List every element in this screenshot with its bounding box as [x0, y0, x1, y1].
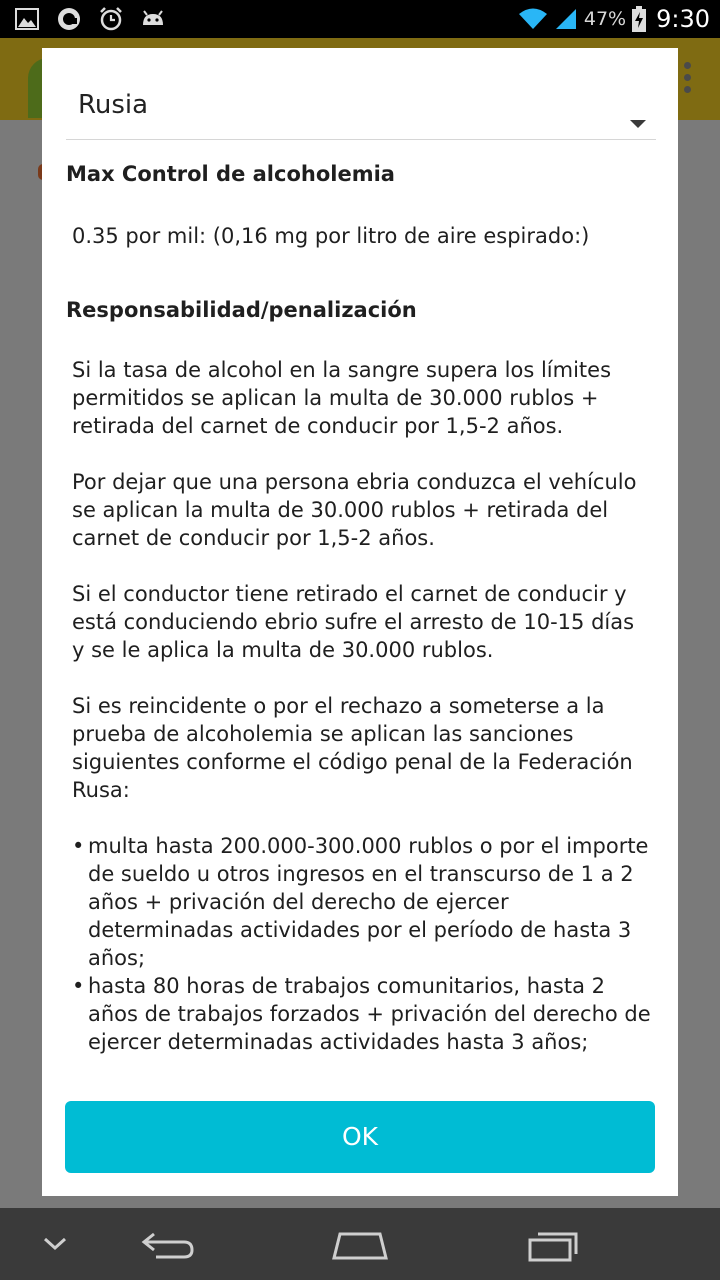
penalty-heading: Responsabilidad/penalización	[66, 298, 417, 322]
signal-icon	[554, 7, 578, 31]
chevron-down-icon[interactable]	[42, 1236, 68, 1252]
android-icon	[140, 6, 166, 32]
info-dialog	[42, 48, 678, 1196]
alarm-clock-icon	[98, 6, 124, 32]
penalty-paragraph: Si la tasa de alcohol en la sangre supera los límites permitidos se aplican la multa de 30.000 rublos + retirada del carnet de conducir por 1,5-2 años.	[72, 358, 612, 438]
penalty-paragraph: Si es reincidente o por el rechazo a someterse a la prueba de alcoholemia se aplican las sanciones siguientes conforme el código penal de la Federación Rusa:	[72, 694, 633, 802]
ok-button[interactable]: OK	[65, 1101, 655, 1173]
clock: 9:30	[656, 5, 710, 33]
status-bar	[0, 0, 720, 38]
overflow-menu-icon	[684, 62, 692, 98]
home-icon[interactable]	[330, 1228, 390, 1262]
penalty-list-item: • multa hasta 200.000-300.000 rublos o por el importe de sueldo u otros ingresos en el transcurso de 1 a 2 años + privación del derecho de ejercer determinadas actividades por el período de hasta 3 años;	[72, 832, 652, 972]
limit-heading: Max Control de alcoholemia	[66, 162, 395, 186]
dialog-content[interactable]	[66, 152, 656, 1072]
penalty-paragraph: Por dejar que una persona ebria conduzca el vehículo se aplican la multa de 30.000 rublos + retirada del carnet de conducir por 1,5-2 años.	[72, 470, 637, 550]
circle-logo-icon	[56, 6, 82, 32]
navigation-bar	[0, 1208, 720, 1280]
gallery-icon	[14, 6, 40, 32]
system-icons	[518, 0, 710, 38]
battery-percent: 47%	[583, 8, 627, 30]
penalty-paragraph: Si el conductor tiene retirado el carnet de conducir y está conduciendo ebrio sufre el arresto de 10-15 días y se le aplica la multa de 30.000 rublos.	[72, 582, 635, 662]
battery-charging-icon	[632, 6, 646, 32]
notification-icons	[14, 6, 166, 32]
penalty-list-item: • hasta 80 horas de trabajos comunitarios, hasta 2 años de trabajos forzados + privación del derecho de ejercer determinadas actividades hasta 3 años;	[72, 972, 652, 1056]
recents-icon[interactable]	[526, 1228, 582, 1262]
wifi-icon	[518, 7, 548, 31]
back-icon[interactable]	[140, 1230, 196, 1260]
penalty-list	[72, 832, 652, 1056]
country-spinner[interactable]	[66, 66, 656, 140]
limit-value: 0.35 por mil: (0,16 mg por litro de aire espirado:)	[72, 224, 590, 248]
country-spinner-value: Rusia	[78, 90, 149, 120]
chevron-down-icon	[630, 120, 646, 128]
